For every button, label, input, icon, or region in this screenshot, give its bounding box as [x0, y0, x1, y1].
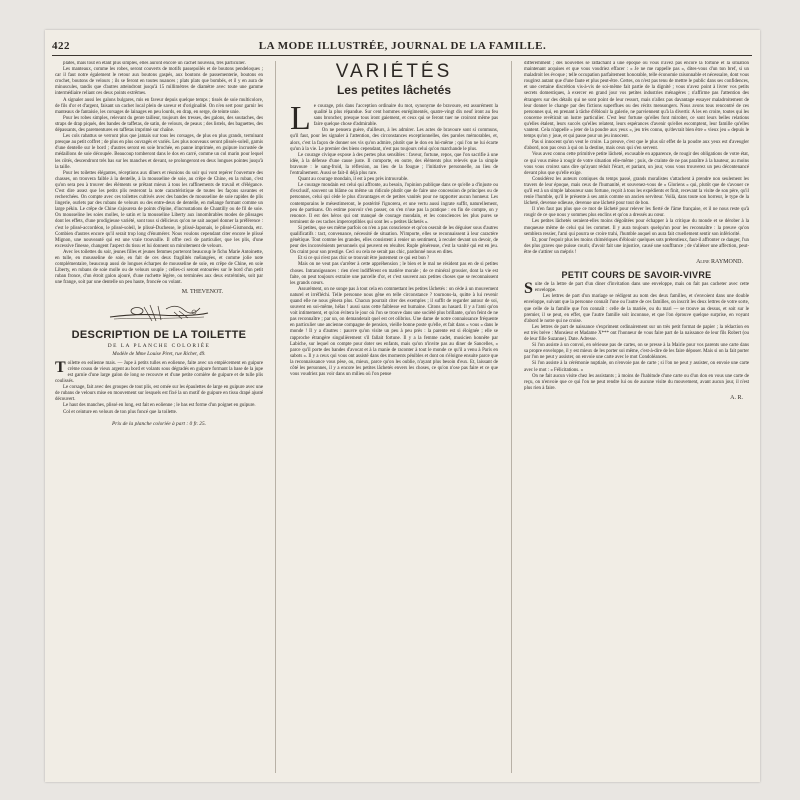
- article-signature: Aline RAYMOND.: [696, 259, 743, 265]
- paragraph: e courage, pris dans l'acception ordinaire du mot, synonyme de bravoure, est assurément la qualité la plus répandue. Sur cent hommes enrégimentés, quatre-vingt dix neuf iront au feu sans broncher, presque tous iront gaiement, et ceux qui se feront tuer ne croiront même pas faire quelque chose d'admirable.: [313, 104, 498, 128]
- decorative-engraving-icon: [104, 299, 214, 327]
- paragraph: Les lettres de part d'un mariage se rédigent au nom des deux familles, et s'envoient dans une double enveloppe, suivant que la personne connaît l'une ou l'autre de ces familles, on inscrit les deux lettres de votre sorte, que celle de la famille que l'on connaît : celle de la mariée, ou du mari — se trouve au dessus, et soit sur le premier, il se peut, en effet, que l'autre famille soit inconnue, et que l'on éprouve quelque surprise, en voyant d'abord le notre qui ne croise.: [524, 294, 749, 324]
- paragraph: Le courage civique expose à des pertes plus sensibles : faveur, fortune, repos, que l'on sacrifie à une idée, à la défense d'une cause juste. Il comporte, en outre, des éléments plus relevés que la simple bravoure : le sang-froid, la réflexion, au lieu de la fougue ; l'initiative personnelle, au lieu de l'entraînement. Aussi se fait-il déjà plus rare.: [290, 152, 498, 177]
- paragraph: plates, mais tout en étant plus simples, elles auront encore un cachet nouveau, très particulier.: [63, 61, 246, 66]
- section-heading: VARIÉTÉS: [335, 61, 453, 82]
- paragraph: Le courage mondain est celui qui affronte, au besoin, l'opinion publique dans ce qu'elle a d'injuste ou d'exclusif, souvent un blâme ou même un ridicule plutôt que de faire une concession de principes ou de personnes, celui qui cède le plus d'avantages et de petites vanités pour ne rapporter aucun honneur. Les contemporains le mésestimeront, le postérité l'ignorera, et une vertu aussi ingrate suffit, naturellement, peu de partisans. On estime pouvoir s'en passer, on s'en n'use pas la pratique : en fin de compte, on y renonce. Il est des héros qui ont manqué de courage mondain, et les consciences les plus pures se terminent de ces taches imperceptibles qui sont les « petites lâchetés ».: [290, 183, 498, 225]
- page-header: [45, 38, 760, 54]
- paragraph: Les cols rabattus se verront plus que jamais sur tous les corsages, de plus en plus grands, terminant presque au petit coffret ; de plus en plus ouvragés et variés. Les plus nouveaux seront plissés-soleil, garnis d'une dentelle sur le bord ; d'autres seront en soie brochée, en panne imprimée, en guipure incrustée de médaillons de soie découpée. Beaucoup tomberont dans le dos en carré, comme un col marin pour lequel les côtés, descendront très bas sur les manches et devant, se prolongeront en deux longues pointes jusqu'à la taille.: [55, 134, 263, 170]
- paragraph: On ne fait aucun visite chez les assistants ; à moins de l'habitude d'une carte ou d'un don en vous une carte de reçu, on n'envoie que ce qui l'on ne peut rendre lui ou de aucune visite du mouvement, avant aucun jour, il n'est plus rien à faire.: [524, 373, 749, 391]
- paragraph: Si l'on assiste à la cérémonie nuptiale, on n'envoie pas de carte ; si l'on ne peut y assister, on envoie une carte avec le mot : « Félicitations. »: [524, 361, 749, 373]
- description-model: Modèle de Mme Louise Piret, rue Richer, 49.: [112, 350, 206, 357]
- section-initials: A. R.: [730, 394, 743, 401]
- paragraph: On ne pensera guère, d'ailleurs, à les admirer. Les actes de bravoure sont si communs, qu'il faut, pour les signaler à l'attention, des circonstances exceptionnelles, des paroles mémorables, et, alors, c'est la façon de donner ses vis qu'on admire, plutôt que le don en lui-même ; qui l'on ne lui écarte qu'un à la vie. Le premier des biens cependant, n'est pas toujours celui qu'on marchande le plus.: [290, 128, 498, 152]
- paragraph: Pas si innocent qu'on veut le croire. La preuve, c'est que le plus sûr effet de la poudre aux yeux est d'aveugler d'abord, non pas ceux à qui on la destine, mais ceux qui s'en servent.: [524, 140, 749, 152]
- paragraph: Assurément, on ne songe pas à tout cela en commettant les petites lâchetés : on cède à un mouvement naturel et irréfléchi. Telle personne nous gêne en telle circonstance ? tournons-la, quitte à lui revenir quand elle ne nous gênera plus. Chacun pourrait citer des exemples ; il suffit de regarder autour de soi, souvent en soi-même, hélas ! aussi sans cette faiblesse est humaine. Citons au hasard. Il y a l'ami qu'on voit intimement, et qu'on évitera le jour où l'on se trouve dans une société plus brillante, qu'on feint de ne pas reconnaître ; par un, on demanderait quel est cet olibrius. Une dame de notre connaissance fréquente en particulier une ancienne compagne de pension, vieille bonne poste qu'elle, et fait dans « vous » dans le monde ! Il y a d'autres : pauvre qu'on visite un peu à peu près : la parente est si éloignée ; elle se rapproche étrangère singulièrement s'il fallait fortune. Il y a la femme cadet, musicien honnête par Labiche, sur lequel on compte pour doter ses enfants, mais qu'on n'invite pas au diner de Sancelles, « parce qu'il porte des bandes d'avocat et à la manie de raconter à tout le monde ce qu'il a venu à Paris en sabots ». Il y a ceux qui vous ont assisté dans des moments pénibles et dont on s'éloigne ensuite parce que la reconnaissance vous pèse, ou, mieux, parce qu'on les oublie, n'ayant plus besoin d'eux. Et, laissant de côté les personnes, il y a encore les petites lâchetés envers les choses, ce qu'on n'ose pas faire et ce que vous voudriez pas voir dans un milieu où l'on pense: [290, 286, 498, 378]
- paragraph: Et, pour l'espoir plus les moins chimériques d'éblouir quelques sots prétentieux, faut-il affronter ce danger, l'un des plus graves que puisse courir, d'avoir fait une injustice, causé une souffrance ; de s'aliéner une affection, peut-être de s'attirer un mépris !: [524, 237, 749, 255]
- paragraph: Les manteaux, comme les robes, seront couverts de motifs passepoilés et de boutons pendeloques ; car il faut notre également le retour aux boutons gaspés, aux boutons de passementerie, boutons en crochet, boutons de velours ; ils se feront en toutes nuances ; plats plats que bombés, et il y en aura de minuscules, tandis que d'autres atteindront jusqu'à 15 millimètres de diamètre avec toute une gamme intermédiaire reliant ces deux points extrêmes.: [55, 67, 263, 97]
- paragraph: Et si ce qui n'est pas chic se trouvait être justement ce qui est bon ?: [298, 256, 430, 262]
- paragraph: Vous avez connu cette primitive petite lâcheté, excusable en apparence, de rougir des obligations de votre état, ce qui vous mène à rougir de votre situation elle-même ; puis, de crainte de ne pas paraître à la hauteur, au moins vous vous croirez sans dire qu'ayant réduit l'écart, et pariant, un jour, vous vous trouverez un peu décontenancé devant plus que qu'elle exige.: [524, 152, 749, 176]
- paragraph: Le corsage, fait avec des groupes de tout plis, est ornée sur les épaulettes de large en guipure avec une de rubans de velours mise en mouvement sur lesquels est fixé la un motif de guipure en tissu drapé ajusté découvert.: [55, 385, 263, 403]
- paragraph: uite de la lettre de part d'un diner d'invitation dans une enveloppe, mais on fait pas cacheter avec cette enveloppe.: [534, 282, 749, 294]
- paragraph: Considérez les auteurs comiques du temps passé, grands moralistes s'attachent à prendre non seulement les travers de leur époque, mais ceux de l'humanité, et souvenez-vous de « Gloriens » qui, plutôt que de s'avouer ce qu'il est à un simple laboureur sans fortune, reçoit à tous les expédients et finit, recevant la visite de son père, qu'il renie l'humble, qu'il le présente à ses amis comme un ancien serviteur. Voilà, dans toute son horreur, le type de la lâcheté, devenue odieuse, devenue une lâcheté pour tout de bon.: [524, 176, 749, 207]
- paragraph: Quant au courage mondain, il est à peu près introuvable.: [298, 177, 409, 183]
- article-title: Les petites lâchetés: [336, 83, 452, 97]
- paragraph: Les lettres de part de naissance s'expriment ordinairement sur un très petit format de papier ; la rédaction en est très brève : Monsieur et Madame X*** ont l'honneur de vous faire part de la naissance de leur fils Robert (ou de leur fille Suzanne). Date. Adresse.: [524, 324, 749, 343]
- paragraph: Les petites lâchetés seraient-elles moins dégoûtées pour échapper à la critique du monde et se dérober à la moqueuse même de celui qui les commet. Il y aura toujours quelqu'un pour les reconnaître : la preuve qu'on semblera ressier, l'ami qui pourra se croire trahi, l'humble auquel on aura fait cruellement sentir son infériorité.: [524, 219, 749, 237]
- paragraph: A signaler aussi les galons bulgares, mis en faveur depuis quelque temps ; tissés de soie multicolore, de fils d'or et d'argent, faisant un cachet local plein de saveur et d'originalité. On n'en sert pour garnir les manteaux de fantaisie, les corsages de lainages en peu lourds, en drap, en serge, de teinte unie.: [55, 97, 263, 115]
- paragraph: Col et ceinture en velours de ton plus foncé que la toilette.: [63, 409, 178, 415]
- paragraph: Avec les toilettes du soir, jeunes filles et jeunes femmes porteront beaucoup le fichu Marie Antoinette, en tulle, en mousseline de soie, en fait de ces deux fragilités mélangées, et comme jolie note complémentaire, beaucoup aussi de longues écharpes de mousseline de soie, en crêpe de Chine, en soie Liberty, en rubans de soie molle ou de velours souple ; celles-ci seront entourées sur le bord d'un petit ruban fronce, d'un étroit galon ajouré, d'une ruchette légère, ou terminées aux deux extrémités, soit par une frange, soit par une dentelle un peu haute, froncée ou volant.: [55, 249, 263, 286]
- column-divider: [275, 61, 276, 773]
- paragraph: Si l'on assiste à un convoi, en sérieuse pas de cartes, on se presse à la Mairie pour vos parents une carte dans sa propre enveloppe, il y est mieux de les porter soi même, c'est-à-dire de les faire déposer. Mais si on la fait porter par l'on ne peut y assister, on envoie une carte avec le mot Condoléances.: [524, 343, 749, 361]
- description-title: DESCRIPTION DE LA TOILETTE: [71, 328, 247, 341]
- paragraph: Mais on ne veut pas s'arrêter à cette appréhension ; le bien et le mal ne résident pas en de si petites choses. Intransigeances : rien n'est indifférent en matière morale ; de ce minéral grossier, dont la vie est faite, on peut toujours extraire une parcelle d'or, et c'est souvent aux petites choses que se reconnaissent les grands cœurs.: [290, 262, 498, 286]
- article-signature: M. THEVENOT.: [181, 289, 223, 296]
- paragraph: Il n'en faut pas plus que ce mot de lâcheté pour relever les fierté de l'âme française, et il ne nous reste qu'à rougir de ce que nous y sommes plus enclins et qu'on a dressés au cœur.: [524, 207, 749, 219]
- paragraph: différemment ; des nouvelles se rattachant à une époque où vous n'avez pas encore la fortune et la situation maintenant acquises et que vous voudriez effacer : « Je ne me rappelle pas », dites-vous d'un ton bref, si un maladroit les évoque ; telle occupation parfaitement honorable, telle économie raisonnable et nécessaire, dont vous rougirez autant que d'une faute et plus peut-être. Certes, on n'est pas tenu de mettre le public dans ses confidences, et une certaine discrétion vis-à-vis de soi-même fait partie de la dignité ; vous n'avez point à livrer vos petits secrets domestiques, à exercer en grand jour vos petites industries ménagères ; n'affirme pas l'attention des étrangers sur des détails qui ne sont point de leur ressort, mais n'allez pas davantage essayer maladroitement de leur donner le change par des fictions superflues ou des récits mensongers. Nous avons tous rencontré de ces personnes qui, en prenant à tâche d'éblouir la galerie, ne parviennent qu'à la divertir. A les en croire, toutes qui les concerne revêtirait un lustre particulier. C'est leur fortune qu'elles font miroiter, ce sont leurs belles relations qu'elles étalent, leurs succès qu'elles relatent, leurs espérances d'avenir qu'elles escomptent, leur famille qu'elles vantent. Cela n'appelle « jeter de la poudre aux yeux », jeu très connu, qu'devrait bien être « vieux jeu » depuis le temps qu'on y joue, et qui passe pour un jeu innocent.: [524, 61, 749, 140]
- paragraph: oilette en eolienne mais. — Jupe à petits tulles en eolienne, faite avec un empiècement en guipure crème cousu de vieux argent au bord et volants sous dégradés en guipure formant la base de la jupe est garnie d'une large galon de long se recouvre et d'une petite cornière de guipure et de tulle plis coulissés.: [55, 360, 263, 385]
- column-varietes: [290, 61, 498, 776]
- column-fashion: [55, 61, 263, 776]
- paragraph: Pour les toilettes élégantes, réceptions aux dîners et réunions du soir qui vont repérer l'ouverture des chasses, on trouvera faible à la dentelle, à la mousseline de soie, au crêpe de Chine, en la ruban, c'est qu'on sera peu à trouver des éléments se prêtant mieux à tous les raffinements de travail et d'élégance. C'est dire assez que les petits plis resteront la note caractéristique de toutes les façons savantes et recherchées. On compte avec ces toilettes cultivés avec des bandes de mousseline de soie rapides de plis lingerie, ourlets par des rubans de velours ou des entre-deux de dentelle, en mélange formant comme un large pékin. Le crêpe de Chine s'ajourera de points d'épine, d'incrustations de Chantilly ou de fil de soie. On mousseline les soies molles, le satin et la mousseline Liberty aux innombrables modes de plissages dont les effets, d'une prodigieuse variété, sont tous si délicieux qu'on ne sait auquel donner la préférence : c'est le plissé-accordéon, le plissé-soleil, le plissé-Duchesse, le plissé-Japonais, le plissé-Gismonda, etc. Combien d'autres encore qu'il serait trop long d'énumérer. Nous voulons cependant citer encore le plissé Mignon, une nouveauté qui est une vraie trouvaille. Il offre ceci de particulier, que les plis, d'une excessive finesse, changent l'aspect du tissu et lui donnent un miroitement de velours.: [55, 170, 263, 249]
- paragraph: Si petites, que ses même parfois on n'en a pas conscience et qu'on oserait de les déguiser sous d'autres qualificatifs : tact, convenance, nécessité de situation. N'importe, elles se reconnaissent à leur caractère génétique. Tout comme les grandes, elles consistent à renier un sentiment, à reculer devant un devoir, de peur des inconvénients personnels qui peuvent en résulter. Ruple généreuse, c'est la vanité qui est en jeu. On craint pour son prestige. Ceci ou cela ne serait pas chic, pardonné nous en dites.: [290, 225, 498, 256]
- drop-cap: T: [55, 358, 66, 376]
- plate-price: Prix de la planche coloriée à part : 0 fr. 25.: [111, 420, 207, 427]
- drop-cap: L: [290, 100, 311, 137]
- paragraph: Le haut des manches, plissé en long, est fait en eolienne ; le bas est forme d'un poignet en guipure.: [63, 403, 256, 409]
- column-divider: [511, 61, 512, 773]
- page-number: 422: [52, 40, 70, 52]
- journal-page: [45, 30, 760, 782]
- header-rule: [52, 55, 752, 56]
- paragraph: Pour les robes simples, relevant du genre tailleur, toujours des tresses, des galons, des soutaches, des straps de drap piqués, des bandes de taffetas, de satin, de velours, de peaux ; des listels, des baguettes, des dépassants, des parementures en taffetas imprimé sur chaîne.: [55, 115, 263, 134]
- column-continuation: [524, 61, 749, 776]
- journal-title: LA MODE ILLUSTRÉE, JOURNAL DE LA FAMILLE.: [258, 40, 547, 52]
- description-text: [55, 358, 263, 416]
- section-title: PETIT COURS DE SAVOIR-VIVRE: [561, 270, 712, 281]
- description-subtitle: DE LA PLANCHE COLORIÉE: [107, 342, 211, 349]
- drop-cap: S: [524, 280, 533, 298]
